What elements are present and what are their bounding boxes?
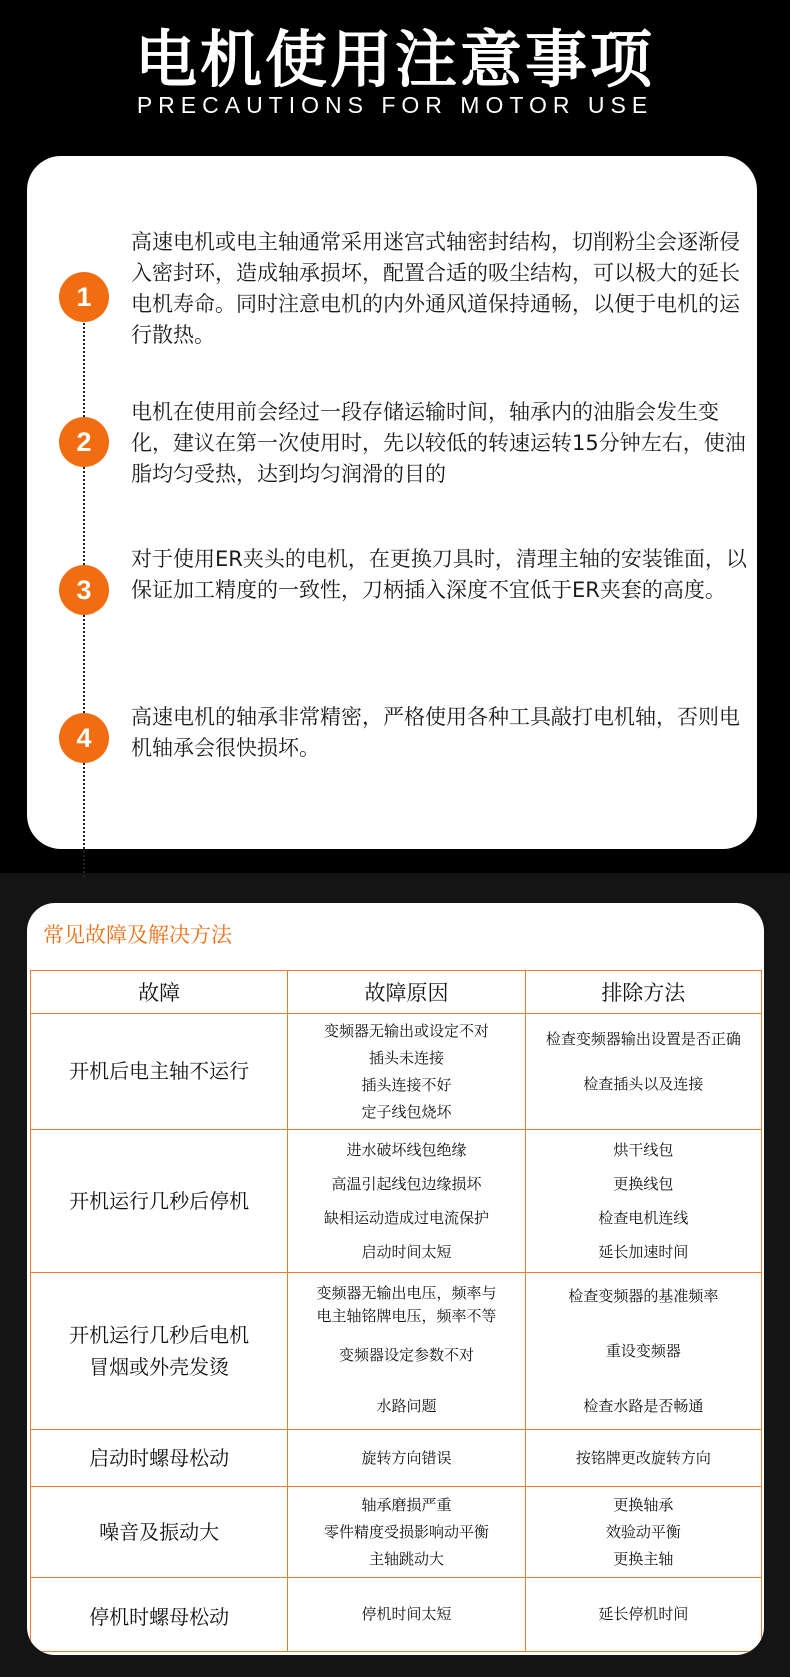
fix-line: 按铭牌更改旋转方向 [575, 1448, 711, 1467]
cause-line: 进水破坏线包绝缘 [346, 1141, 467, 1159]
step-number-badge: 3 [59, 565, 109, 615]
cause-cell [288, 1430, 525, 1487]
fix-line: 更换轴承 [613, 1495, 674, 1514]
fault-line: 开机后电主轴不运行 [69, 1059, 250, 1083]
cause-line: 定子线包烧坏 [361, 1102, 452, 1121]
precaution-text: 高速电机的轴承非常精密，严格使用各种工具敲打电机轴，否则电机轴承会很快损坏。 [131, 705, 740, 760]
fault-cell [31, 1487, 288, 1578]
fault-line: 开机运行几秒后电机 [69, 1323, 250, 1347]
cause-line: 变频器无输出电压，频率与 [316, 1284, 497, 1302]
fix-cell [525, 1578, 761, 1652]
fault-line: 噪音及振动大 [99, 1519, 220, 1544]
cause-line: 高温引起线包边缘损坏 [331, 1175, 482, 1193]
cause-line: 启动时间太短 [361, 1243, 452, 1261]
fix-line: 检查电机连线 [598, 1209, 689, 1227]
fix-cell [525, 1273, 761, 1430]
cause-cell [288, 1273, 525, 1430]
precaution-text: 高速电机或电主轴通常采用迷宫式轴密封结构，切削粉尘会逐渐侵入密封环，造成轴承损坏，配置合适的吸尘结构，可以极大的延长电机寿命。同时注意电机的内外通风道保持通畅，以便于电机的运行散热。 [131, 230, 740, 347]
cause-line: 旋转方向错误 [361, 1448, 452, 1467]
cause-line: 电主轴铭牌电压，频率不等 [316, 1307, 497, 1325]
fix-line: 烘干线包 [613, 1141, 674, 1159]
fault-cell [31, 1014, 288, 1130]
cause-line: 轴承磨损严重 [361, 1495, 452, 1514]
fix-line: 重设变频器 [605, 1341, 681, 1360]
table-row [31, 1273, 762, 1430]
precaution-text: 对于使用ER夹头的电机，在更换刀具时，清理主轴的安装锥面，以保证加工精度的一致性，刀柄插入深度不宜低于ER夹套的高度。 [131, 547, 747, 602]
column-header-cause: 故障原因 [288, 971, 525, 1014]
cause-line: 变频器无输出或设定不对 [323, 1021, 489, 1040]
faults-card [27, 903, 764, 1655]
cause-cell [288, 1487, 525, 1578]
column-header-fix: 排除方法 [525, 971, 761, 1014]
table-row [31, 1130, 762, 1273]
page-title: 电机使用注意事项 [134, 23, 655, 96]
step-number-badge: 2 [59, 417, 109, 467]
fix-line: 效验动平衡 [605, 1522, 681, 1541]
step-number-badge: 4 [59, 713, 109, 763]
fix-cell [525, 1487, 761, 1578]
cause-cell [288, 1130, 525, 1273]
fix-line: 更换线包 [613, 1175, 674, 1193]
fault-cell [31, 1273, 288, 1430]
fault-cell [31, 1130, 288, 1273]
fault-line: 启动时螺母松动 [89, 1445, 230, 1470]
fix-line: 延长加速时间 [598, 1243, 689, 1261]
table-row [31, 1487, 762, 1578]
fix-line: 检查插头以及连接 [583, 1075, 704, 1093]
fix-cell [525, 1014, 761, 1130]
step-number-badge: 1 [59, 272, 109, 322]
column-header-fault: 故障 [31, 971, 288, 1014]
cause-line: 缺相运动造成过电流保护 [323, 1209, 489, 1227]
cause-line: 插头连接不好 [361, 1075, 452, 1094]
fault-cell [31, 1578, 288, 1652]
table-row [31, 1578, 762, 1652]
fault-line: 停机时螺母松动 [89, 1605, 230, 1629]
cause-line: 变频器设定参数不对 [338, 1346, 474, 1364]
table-row [31, 1014, 762, 1130]
precaution-text: 电机在使用前会经过一段存储运输时间，轴承内的油脂会发生变化，建议在第一次使用时，先以较低的转速运转15分钟左右，使油脂均匀受热，达到均匀润滑的目的 [131, 400, 746, 486]
faults-title: 常见故障及解决方法 [43, 923, 232, 947]
faults-table [30, 970, 762, 1652]
fix-line: 更换主轴 [613, 1549, 674, 1568]
cause-line: 水路问题 [376, 1397, 437, 1415]
fault-line: 开机运行几秒后停机 [69, 1188, 250, 1213]
cause-cell [288, 1578, 525, 1652]
cause-line: 零件精度受损影响动平衡 [323, 1522, 489, 1541]
fault-cell [31, 1430, 288, 1487]
fix-line: 检查水路是否畅通 [583, 1396, 704, 1415]
page-subtitle: PRECAUTIONS FOR MOTOR USE [136, 92, 654, 118]
fix-cell [525, 1430, 761, 1487]
precautions-card [27, 156, 757, 849]
table-header-row [31, 971, 762, 1014]
table-row [31, 1430, 762, 1487]
cause-line: 停机时间太短 [361, 1605, 452, 1623]
fault-line: 冒烟或外壳发烫 [89, 1355, 230, 1379]
fix-line: 检查变频器输出设置是否正确 [545, 1030, 741, 1048]
cause-line: 插头未连接 [368, 1048, 444, 1067]
fix-line: 检查变频器的基准频率 [568, 1286, 719, 1305]
cause-line: 主轴跳动大 [368, 1549, 444, 1568]
fix-cell [525, 1130, 761, 1273]
fix-line: 延长停机时间 [598, 1605, 689, 1623]
cause-cell [288, 1014, 525, 1130]
